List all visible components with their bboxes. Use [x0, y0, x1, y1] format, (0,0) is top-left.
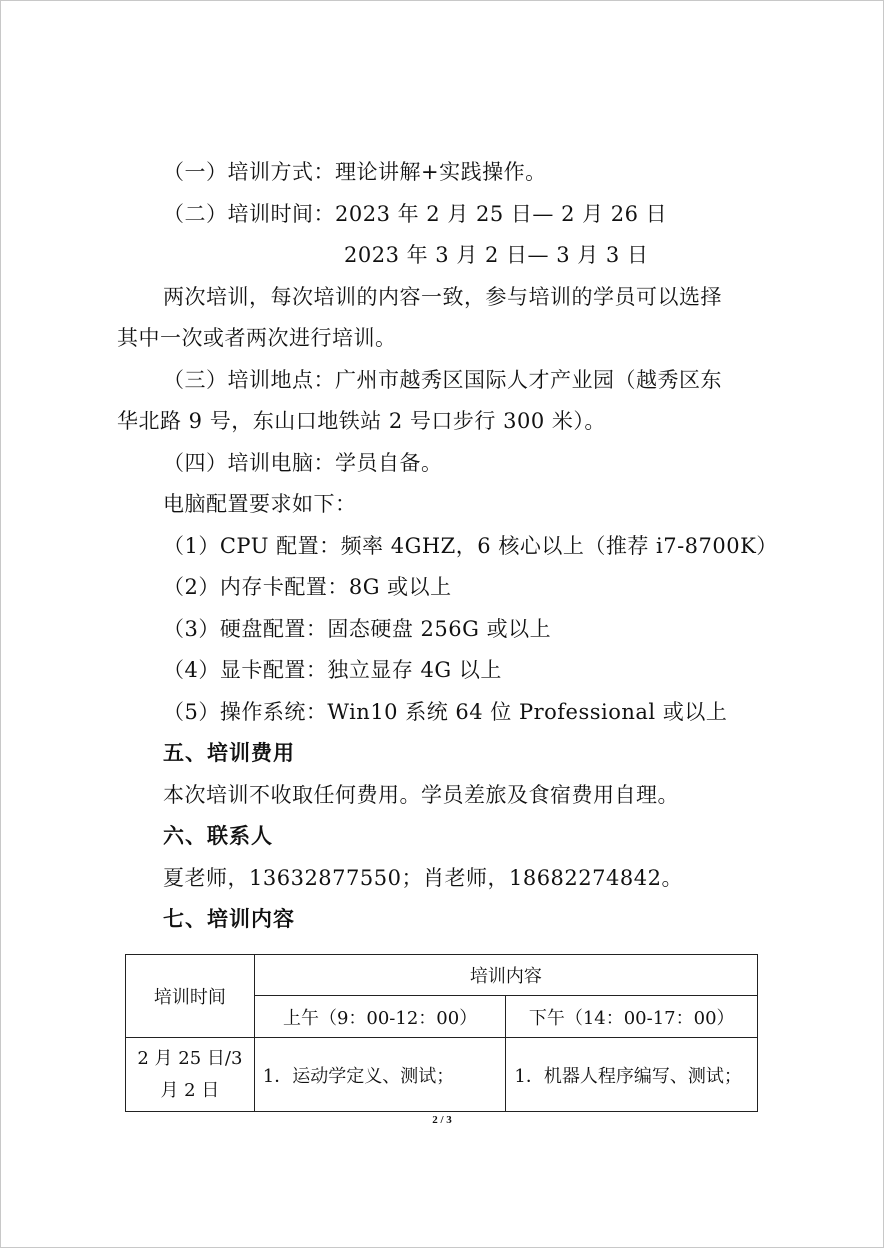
section-heading-content: 七、培训内容 — [163, 907, 295, 931]
page-number: 2 / 3 — [432, 1114, 452, 1126]
section-heading-fees: 五、培训费用 — [163, 741, 295, 765]
training-time-second: 2023 年 3 月 2 日— 3 月 3 日 — [344, 243, 649, 267]
training-location-2: 华北路 9 号，东山口地铁站 2 号口步行 300 米）。 — [117, 409, 606, 433]
row-date-line1: 2 月 25 日/3 — [137, 1047, 243, 1069]
table-row — [126, 1038, 758, 1112]
req-cpu: （1）CPU 配置：频率 4GHZ，6 核心以上（推荐 i7-8700K） — [163, 534, 778, 558]
training-schedule-table — [125, 954, 758, 1112]
req-disk: （3）硬盘配置：固态硬盘 256G 或以上 — [163, 617, 552, 641]
header-training-time: 培训时间 — [126, 955, 255, 1038]
header-afternoon: 下午（14：00-17：00） — [506, 996, 758, 1038]
training-computer: （四）培训电脑：学员自备。 — [163, 451, 443, 475]
req-os: （5）操作系统：Win10 系统 64 位 Professional 或以上 — [163, 700, 728, 724]
contact-text: 夏老师，13632877550；肖老师，18682274842。 — [163, 866, 683, 890]
req-gpu: （4）显卡配置：独立显存 4G 以上 — [163, 658, 502, 682]
training-method: （一）培训方式：理论讲解+实践操作。 — [163, 160, 547, 184]
row-morning-content: 1．运动学定义、测试； — [254, 1038, 506, 1112]
row-date-line2: 月 2 日 — [160, 1079, 220, 1101]
header-morning: 上午（9：00-12：00） — [254, 996, 506, 1038]
sessions-note-1: 两次培训，每次培训的内容一致，参与培训的学员可以选择 — [163, 285, 722, 309]
row-date — [126, 1038, 255, 1112]
computer-requirements-title: 电脑配置要求如下： — [163, 492, 357, 516]
req-memory: （2）内存卡配置：8G 或以上 — [163, 575, 452, 599]
section-heading-contact: 六、联系人 — [163, 824, 273, 848]
row-afternoon-content: 1．机器人程序编写、测试； — [506, 1038, 758, 1112]
sessions-note-2: 其中一次或者两次进行培训。 — [117, 326, 397, 350]
training-location-1: （三）培训地点：广州市越秀区国际人才产业园（越秀区东 — [163, 368, 722, 392]
fees-text: 本次培训不收取任何费用。学员差旅及食宿费用自理。 — [163, 783, 679, 807]
header-training-content: 培训内容 — [254, 955, 757, 996]
table-header-row — [126, 955, 758, 996]
training-time: （二）培训时间：2023 年 2 月 25 日— 2 月 26 日 — [163, 202, 668, 226]
